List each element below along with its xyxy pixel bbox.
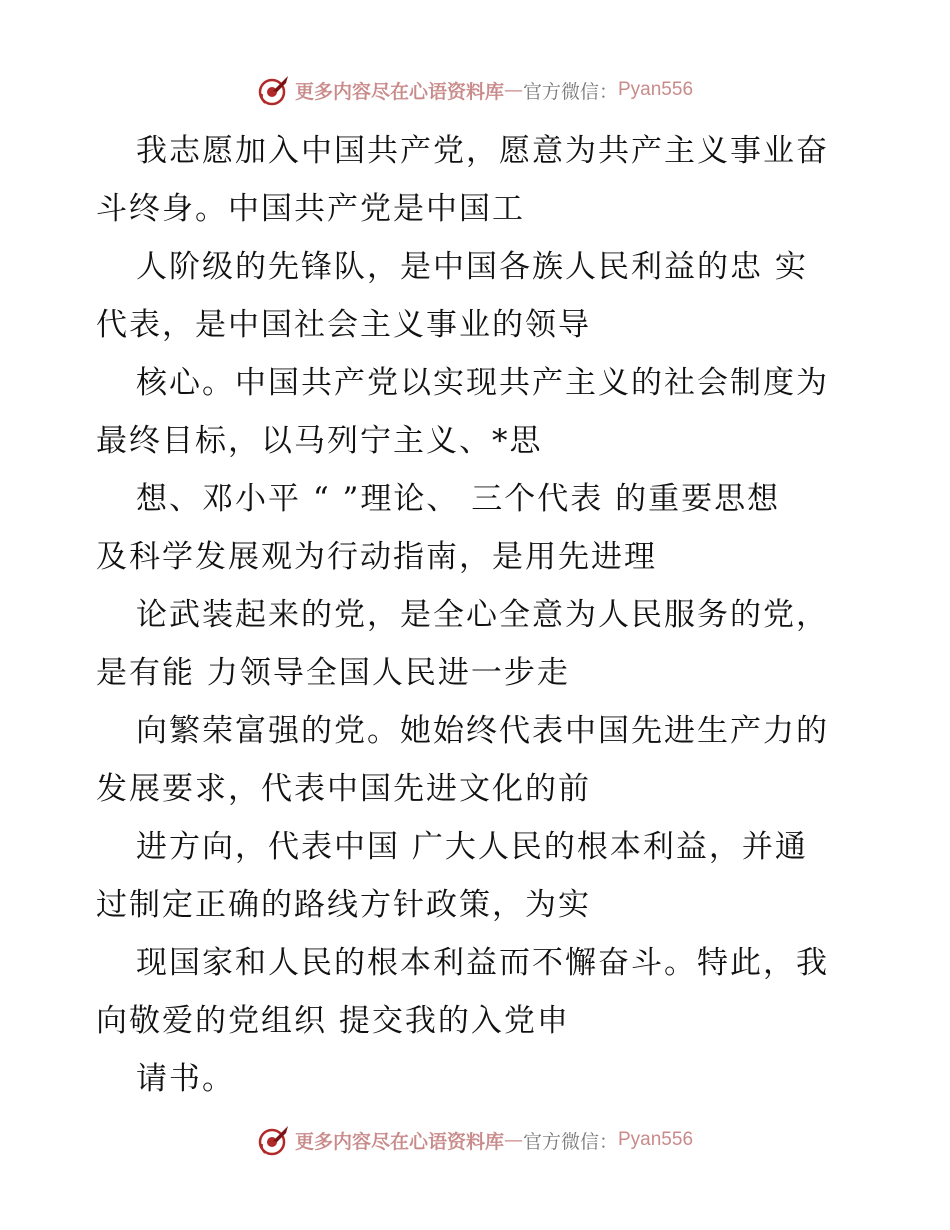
body-line: 人阶级的先锋队，是中国各族人民利益的忠 实 xyxy=(136,249,808,285)
watermark-wechat-id: Pyan556 xyxy=(618,79,694,100)
watermark-wechat-label: 官方微信： xyxy=(522,1130,618,1153)
header-watermark xyxy=(0,70,950,110)
body-line: 最终目标，以马列宁主义、*思 xyxy=(96,423,543,459)
body-line: 现国家和人民的根本利益而不懈奋斗。特此，我 xyxy=(136,945,829,981)
body-line: 及科学发展观为行动指南，是用先进理 xyxy=(96,539,657,575)
body-line: 想、邓小平 “ ”理论、 三个代表 的重要思想 xyxy=(136,481,781,517)
body-line: 过制定正确的路线方针政策，为实 xyxy=(96,887,591,923)
body-line: 向繁荣富强的党。她始终代表中国先进生产力的 xyxy=(136,713,829,749)
body-line: 发展要求，代表中国先进文化的前 xyxy=(96,771,591,807)
watermark-title: 更多内容尽在心语资料库 xyxy=(294,80,504,103)
body-line: 代表，是中国社会主义事业的领导 xyxy=(96,307,591,343)
watermark-dash: — xyxy=(503,79,523,101)
body-line: 是有能 力领导全国人民进一步走 xyxy=(96,655,570,691)
body-line: 向敬爱的党组织 提交我的入党申 xyxy=(96,1003,570,1039)
body-line: 论武装起来的党，是全心全意为人民服务的党， xyxy=(136,597,829,633)
quill-pen-logo-icon xyxy=(257,1123,291,1157)
document-body xyxy=(96,122,856,1108)
body-line: 斗终身。中国共产党是中国工 xyxy=(96,191,525,227)
watermark-dash: — xyxy=(503,1129,523,1151)
body-line: 请书。 xyxy=(136,1061,235,1097)
footer-watermark xyxy=(0,1120,950,1160)
body-line: 我志愿加入中国共产党，愿意为共产主义事业奋 xyxy=(136,133,829,169)
body-line: 核心。中国共产党以实现共产主义的社会制度为 xyxy=(136,365,829,401)
watermark-wechat-label: 官方微信： xyxy=(522,80,618,103)
watermark-title: 更多内容尽在心语资料库 xyxy=(294,1130,504,1153)
watermark-wechat-id: Pyan556 xyxy=(618,1129,694,1150)
body-line: 进方向，代表中国 广大人民的根本利益，并通 xyxy=(136,829,808,865)
quill-pen-logo-icon xyxy=(257,73,291,107)
